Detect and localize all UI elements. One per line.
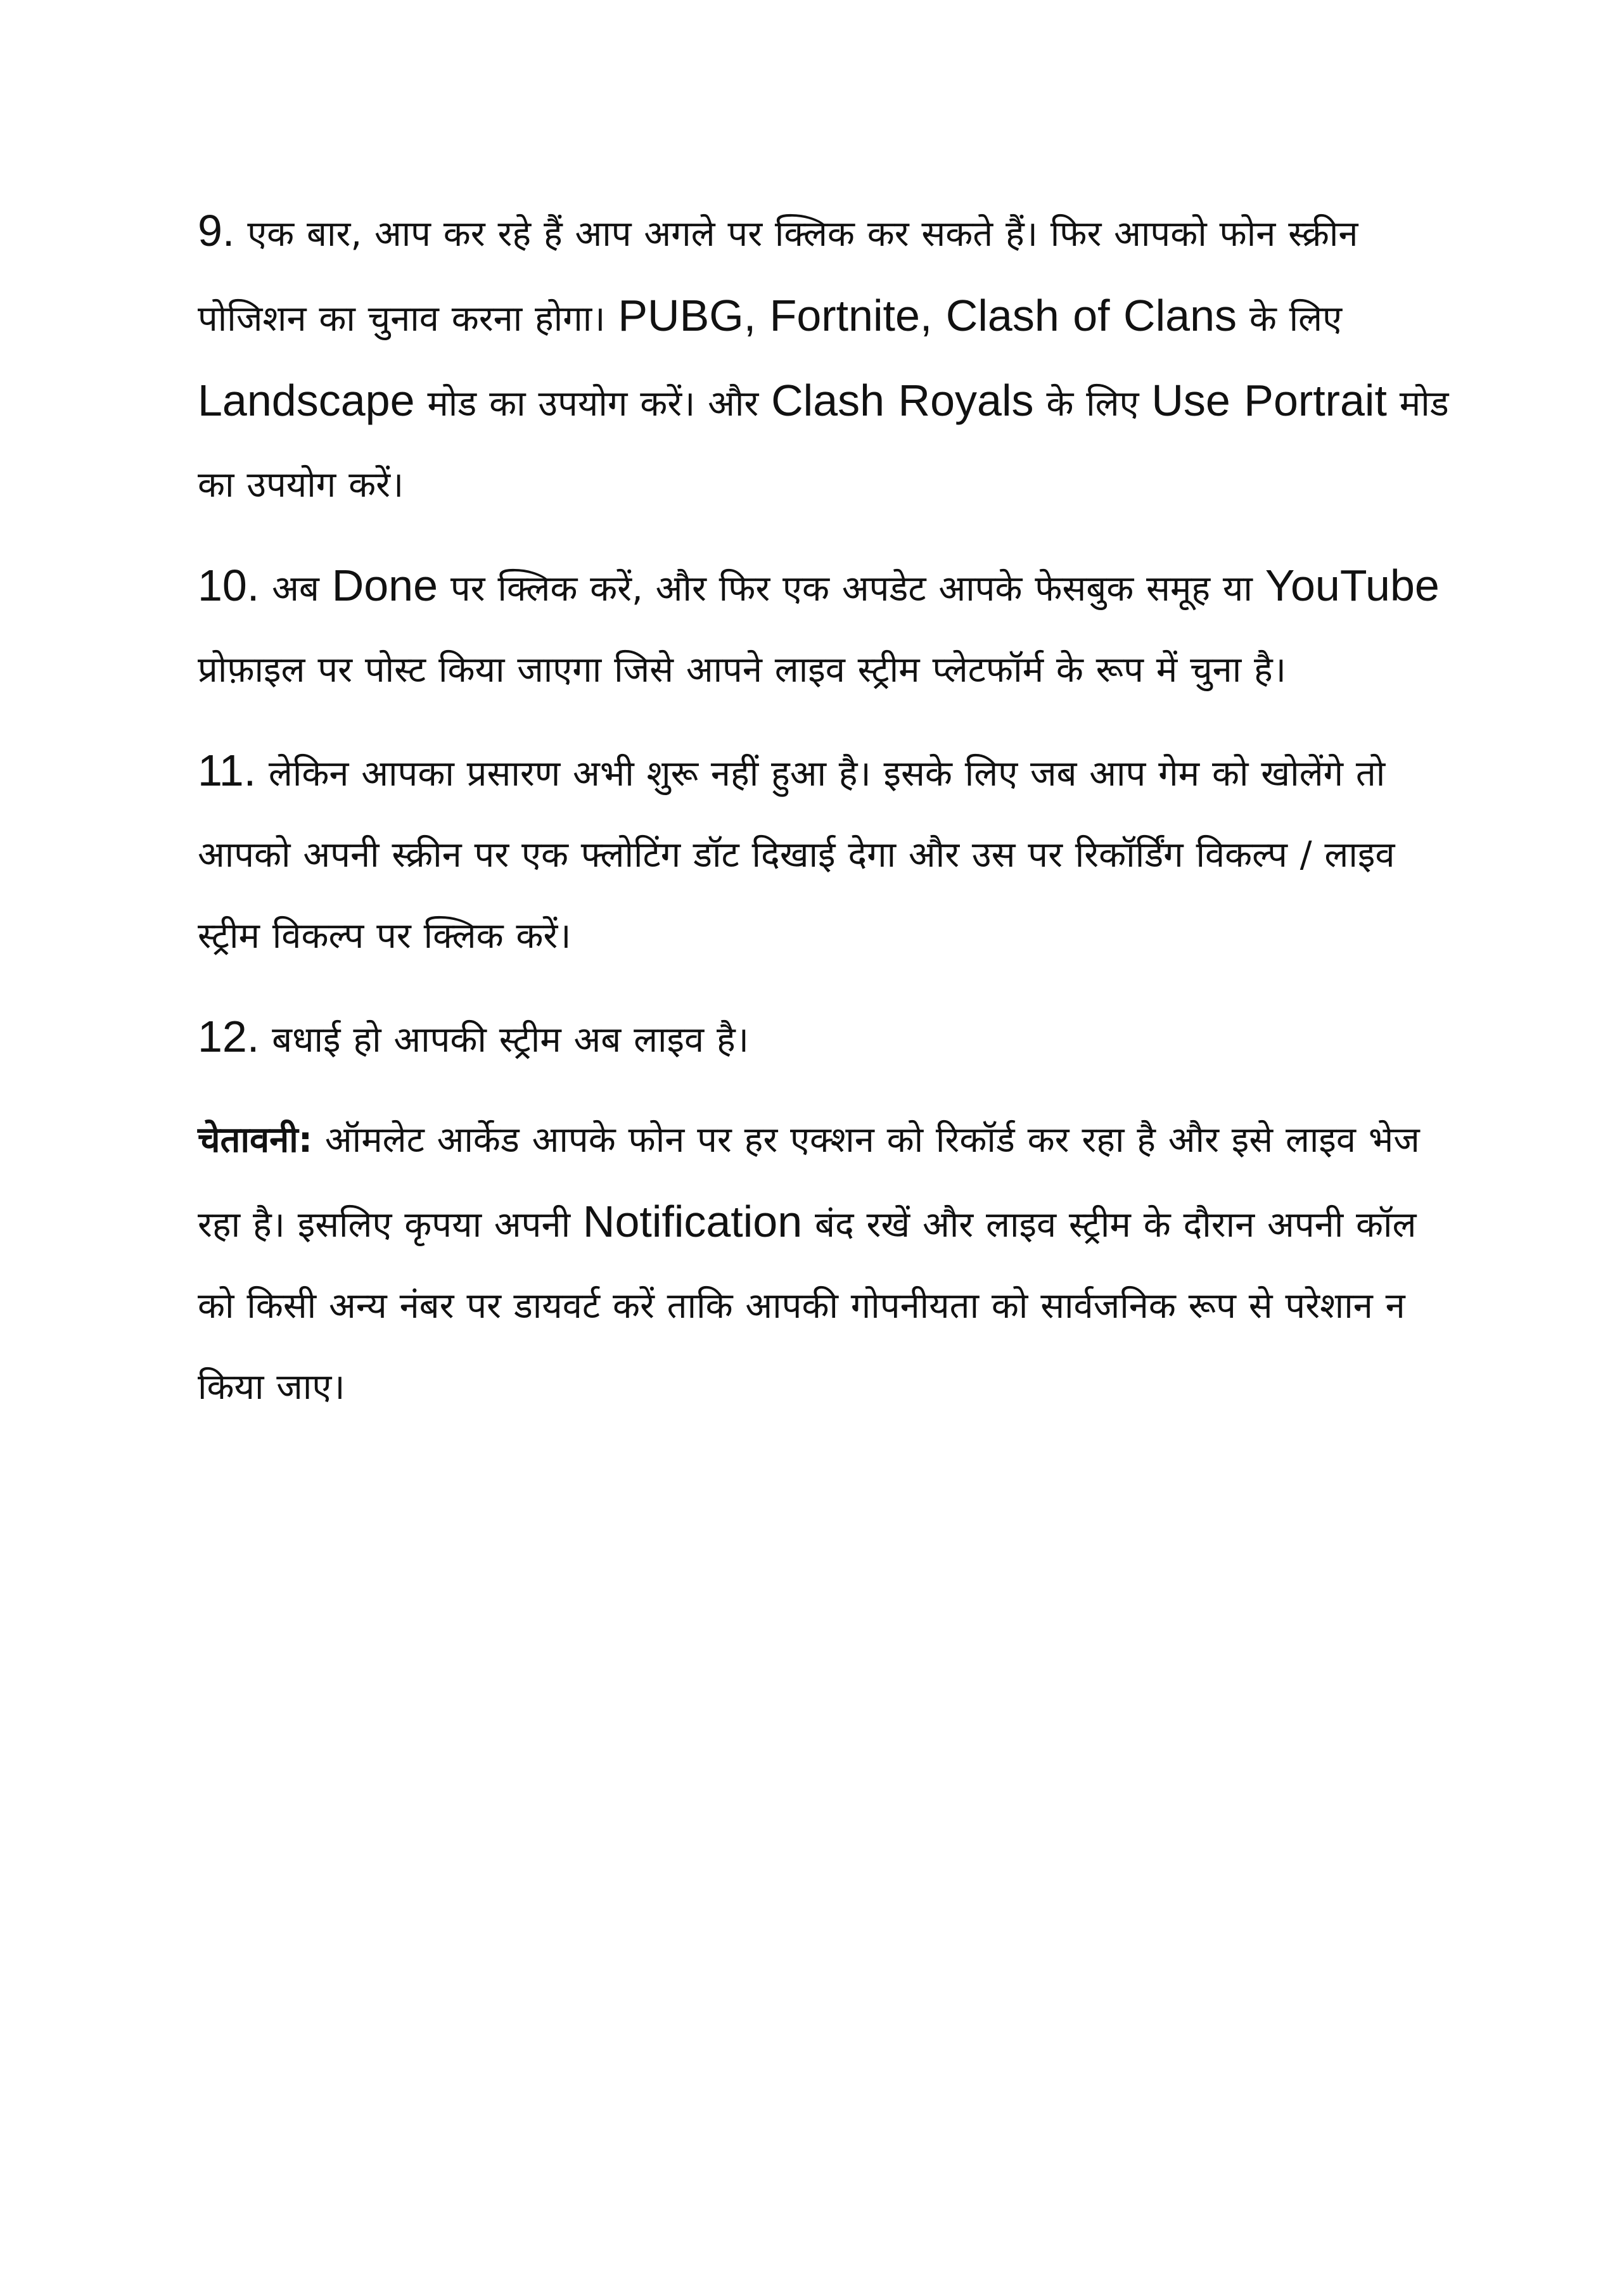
step-number: 11. — [198, 746, 257, 795]
step-number: 10. — [198, 561, 260, 610]
clash-royals-term: Clash Royals — [771, 376, 1034, 425]
text-run: बधाई हो आपकी स्ट्रीम अब लाइव है। — [259, 1019, 749, 1061]
done-term: Done — [331, 561, 438, 610]
text-run: मोड का उपयोग करें। और — [414, 383, 772, 424]
portrait-term: Use Portrait — [1151, 376, 1387, 425]
document-body — [198, 190, 1459, 1447]
text-run: लेकिन आपका प्रसारण अभी शुरू नहीं हुआ है। इसके लिए जब आप गेम को खोलेंगे तो आपको अपनी स्क्रीन पर एक फ्लोटिंग डॉट दिखाई देगा और उस पर रिकॉर्डिंग विकल्प / लाइव स्ट्रीम विकल्प पर क्लिक करें। — [198, 753, 1395, 957]
text-run: बंद रखें और लाइव स्ट्रीम के दौरान अपनी कॉल को किसी अन्य नंबर पर डायवर्ट करें ताकि आपकी गोपनीयता को सार्वजनिक रूप से परेशान न किया जाए। — [198, 1204, 1417, 1408]
text-run: एक बार, आप कर रहे हैं आप अगले पर क्लिक कर सकते हैं। फिर आपको फोन स्क्रीन पोजिशन का चुनाव करना होगा। — [198, 214, 1358, 340]
warning-paragraph — [198, 1100, 1459, 1428]
step-number: 9. — [198, 206, 235, 255]
step-number: 12. — [198, 1012, 260, 1061]
landscape-term: Landscape — [198, 376, 415, 425]
notification-term: Notification — [582, 1197, 803, 1246]
step-11-paragraph — [198, 730, 1459, 977]
text-run: मोड का उपयोग करें। — [198, 383, 1449, 506]
warning-label: चेतावनी: — [198, 1119, 313, 1161]
text-run: के लिए — [1237, 298, 1343, 340]
text-run: के लिए — [1033, 383, 1152, 424]
step-12-paragraph — [198, 996, 1459, 1081]
game-names: PUBG, Fortnite, Clash of Clans — [618, 291, 1237, 340]
text-run: पर क्लिक करें, और फिर एक अपडेट आपके फेसबुक समूह या — [438, 568, 1265, 609]
text-run: प्रोफ़ाइल पर पोस्ट किया जाएगा जिसे आपने लाइव स्ट्रीम प्लेटफॉर्म के रूप में चुना है। — [198, 649, 1286, 691]
step-9-paragraph — [198, 190, 1459, 526]
text-run: ऑमलेट आर्केड आपके फोन पर हर एक्शन को रिकॉर्ड कर रहा है और इसे लाइव भेज रहा है। इसलिए कृपया अपनी — [198, 1119, 1420, 1246]
text-run: अब — [259, 568, 332, 609]
step-10-paragraph — [198, 545, 1459, 711]
youtube-term: YouTube — [1265, 561, 1440, 610]
